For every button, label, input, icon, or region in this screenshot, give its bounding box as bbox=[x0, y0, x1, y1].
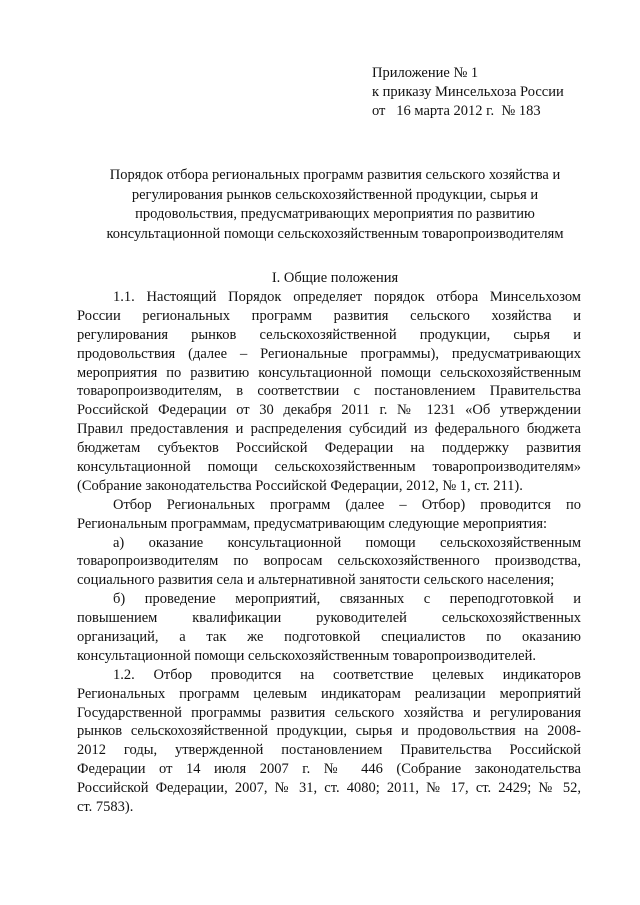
body-line: организаций, а так же подготовкой специалистов по оказанию bbox=[77, 629, 581, 646]
body-line: рынков сельскохозяйственной продукции, сырья и продовольствия на 2008- bbox=[77, 723, 581, 740]
body-line: регулирования рынков сельскохозяйственной продукции, сырья и bbox=[77, 326, 581, 343]
body-line: Региональных программ целевым индикаторам реализации мероприятий bbox=[77, 685, 581, 702]
body-line: Региональным программам, предусматривающим следующие мероприятия: bbox=[77, 515, 548, 532]
appendix-order-date: от 16 марта 2012 г. № 183 bbox=[372, 103, 541, 119]
body-line: повышением квалификации руководителей сельскохозяйственных bbox=[77, 610, 581, 627]
body-line: 1.1. Настоящий Порядок определяет порядок отбора Минсельхозом bbox=[113, 289, 581, 305]
body-line: Отбор Региональных программ (далее – Отбор) проводится по bbox=[113, 496, 581, 513]
body-line: Государственной программы развития сельского хозяйства и регулирования bbox=[77, 704, 581, 721]
appendix-reference bbox=[372, 64, 622, 121]
body-line: товаропроизводителям по вопросам сельскохозяйственного производства, bbox=[77, 553, 581, 570]
body-line: ст. 7583). bbox=[77, 799, 134, 816]
body-line: бюджетам субъектов Российской Федерации на поддержку развития bbox=[77, 440, 581, 457]
body-line: Правил предоставления и распределения субсидий из федерального бюджета bbox=[77, 421, 581, 438]
body-line: России региональных программ развития сельского хозяйства и bbox=[77, 307, 581, 324]
body-line: 1.2. Отбор проводится на соответствие целевых индикаторов bbox=[113, 666, 581, 683]
body-line: (Собрание законодательства Российской Федерации, 2012, № 1, ст. 211). bbox=[77, 477, 523, 494]
body-line: Федерации от 14 июля 2007 г. № 446 (Собрание законодательства bbox=[77, 761, 581, 778]
body-line: товаропроизводителям, в соответствии с постановлением Правительства bbox=[77, 383, 581, 400]
title-line: продовольствия, предусматривающих мероприятия по развитию bbox=[135, 206, 535, 222]
body-line: 2012 годы, утвержденной постановлением Правительства Российской bbox=[77, 742, 581, 759]
title-line: консультационной помощи сельскохозяйственным товаропроизводителям bbox=[106, 225, 564, 242]
body-line: консультационной помощи сельскохозяйственным товаропроизводителям» bbox=[77, 459, 581, 476]
body-line: Российской Федерации, 2007, № 31, ст. 4080; 2011, № 17, ст. 2429; № 52, bbox=[77, 780, 581, 797]
section-heading: I. Общие положения bbox=[271, 270, 399, 286]
body-line: б) проведение мероприятий, связанных с переподготовкой и bbox=[113, 591, 581, 608]
title-line: регулирования рынков сельскохозяйственной продукции, сырья и bbox=[131, 186, 539, 203]
appendix-number: Приложение № 1 bbox=[372, 65, 479, 81]
body-line: Российской Федерации от 30 декабря 2011 г. № 1231 «Об утверждении bbox=[77, 402, 581, 419]
body-line: мероприятия по развитию консультационной помощи сельскохозяйственным bbox=[77, 364, 581, 381]
body-line: продовольствия (далее – Региональные программы), предусматривающих bbox=[77, 345, 581, 362]
appendix-order-reference: к приказу Минсельхоза России bbox=[372, 84, 564, 100]
title-line: Порядок отбора региональных программ развития сельского хозяйства и bbox=[109, 167, 561, 183]
document-body bbox=[77, 288, 581, 817]
document-title bbox=[70, 166, 600, 244]
body-line: консультационной помощи сельскохозяйственным товаропроизводителей. bbox=[77, 647, 537, 664]
body-line: а) оказание консультационной помощи сельскохозяйственным bbox=[113, 534, 581, 551]
body-line: социального развития села и альтернативной занятости сельского населения; bbox=[77, 572, 555, 589]
